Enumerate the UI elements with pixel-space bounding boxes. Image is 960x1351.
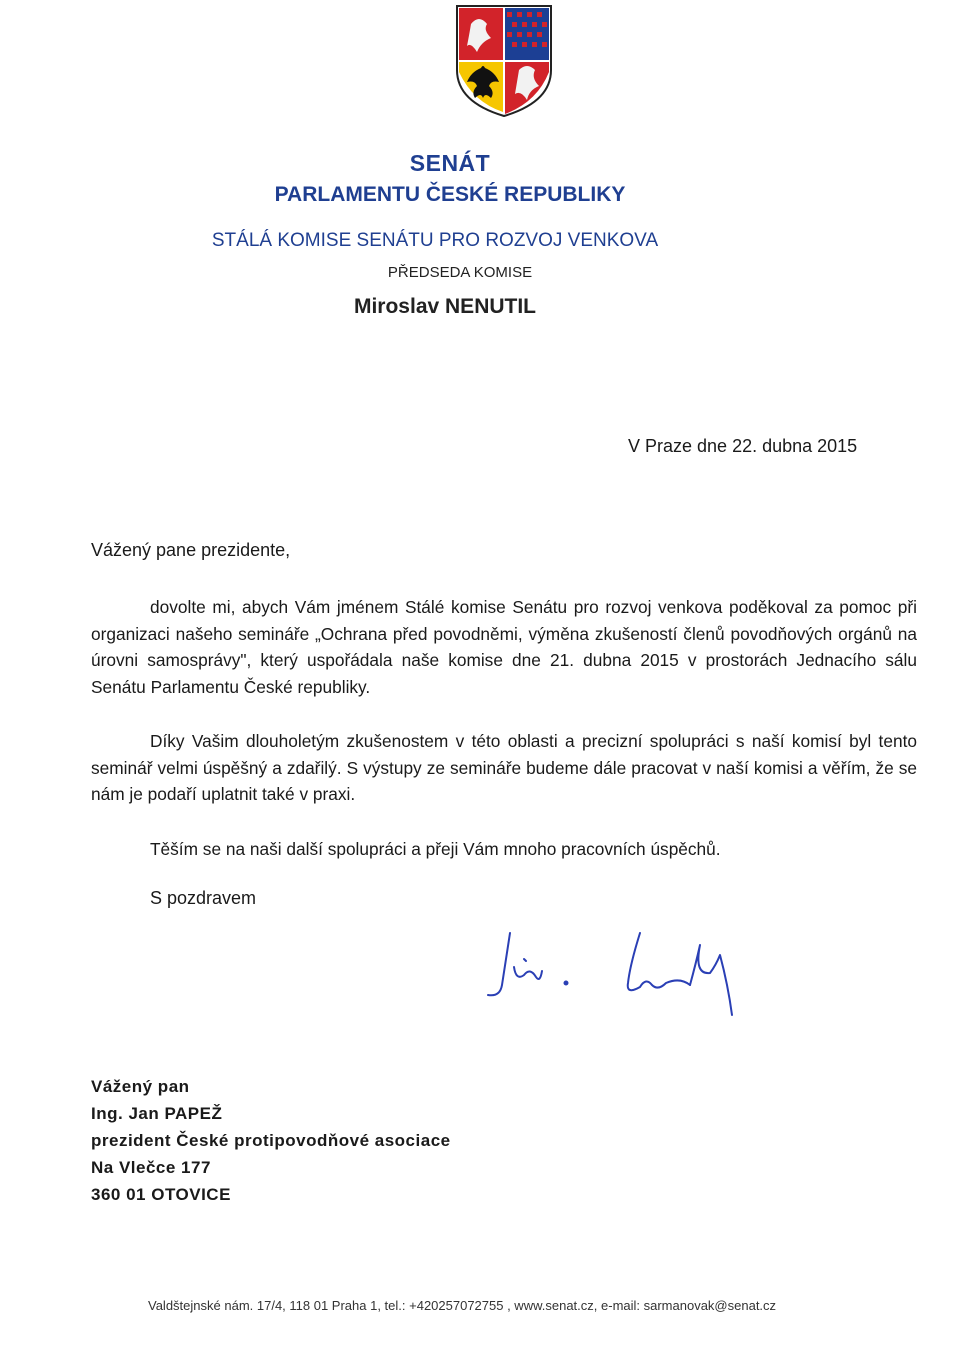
committee-name: STÁLÁ KOMISE SENÁTU PRO ROZVOJ VENKOVA <box>211 230 659 251</box>
paragraph <box>91 836 917 863</box>
sender-role: PŘEDSEDA KOMISE <box>387 264 533 281</box>
closing: S pozdravem <box>150 888 257 908</box>
recipient-street: Na Vlečce 177 <box>91 1158 211 1177</box>
paragraph <box>91 728 917 808</box>
parliament-title: PARLAMENTU ČESKÉ REPUBLIKY <box>274 183 626 206</box>
recipient-name: Ing. Jan PAPEŽ <box>91 1104 223 1123</box>
paragraph-text: Díky Vašim dlouholetým zkušenostem v této oblasti a precizní spolupráci s naší komisí byl tento seminář velmi úspěšný a zdařilý. S výstupy ze semináře budeme dále pracovat v naší komisi a věřím, že se nám je podaří uplatnit také v praxi. <box>91 731 917 804</box>
recipient-city: 360 01 OTOVICE <box>91 1185 231 1204</box>
paragraph-text: dovolte mi, abych Vám jménem Stálé komise Senátu pro rozvoj venkova poděkoval za pomoc při organizaci našeho semináře „Ochrana před povodněmi, výměna zkušeností členů povodňových orgánů na úrovni samosprávy", který uspořádala naše komise dne 21. dubna 2015 v prostorách Jednacího sálu Senátu Parlamentu České republiky. <box>91 597 917 697</box>
salutation: Vážený pane prezidente, <box>91 540 291 560</box>
paragraph-text: Těším se na naši další spolupráci a přeji Vám mnoho pracovních úspěchů. <box>150 839 721 859</box>
sender-name: Miroslav NENUTIL <box>353 295 537 318</box>
handwritten-signature <box>480 925 780 1025</box>
institution-title: SENÁT <box>409 150 491 176</box>
paragraph <box>91 594 917 700</box>
coat-of-arms-icon <box>453 2 555 120</box>
letter-date: V Praze dne 22. dubna 2015 <box>628 436 858 456</box>
recipient-title: prezident České protipovodňové asociace <box>91 1131 451 1150</box>
recipient-greeting: Vážený pan <box>91 1077 190 1096</box>
footer-contact: Valdštejnské nám. 17/4, 118 01 Praha 1, tel.: +420257072755 , www.senat.cz, e-mail: sarmanovak@senat.cz <box>148 1298 777 1313</box>
